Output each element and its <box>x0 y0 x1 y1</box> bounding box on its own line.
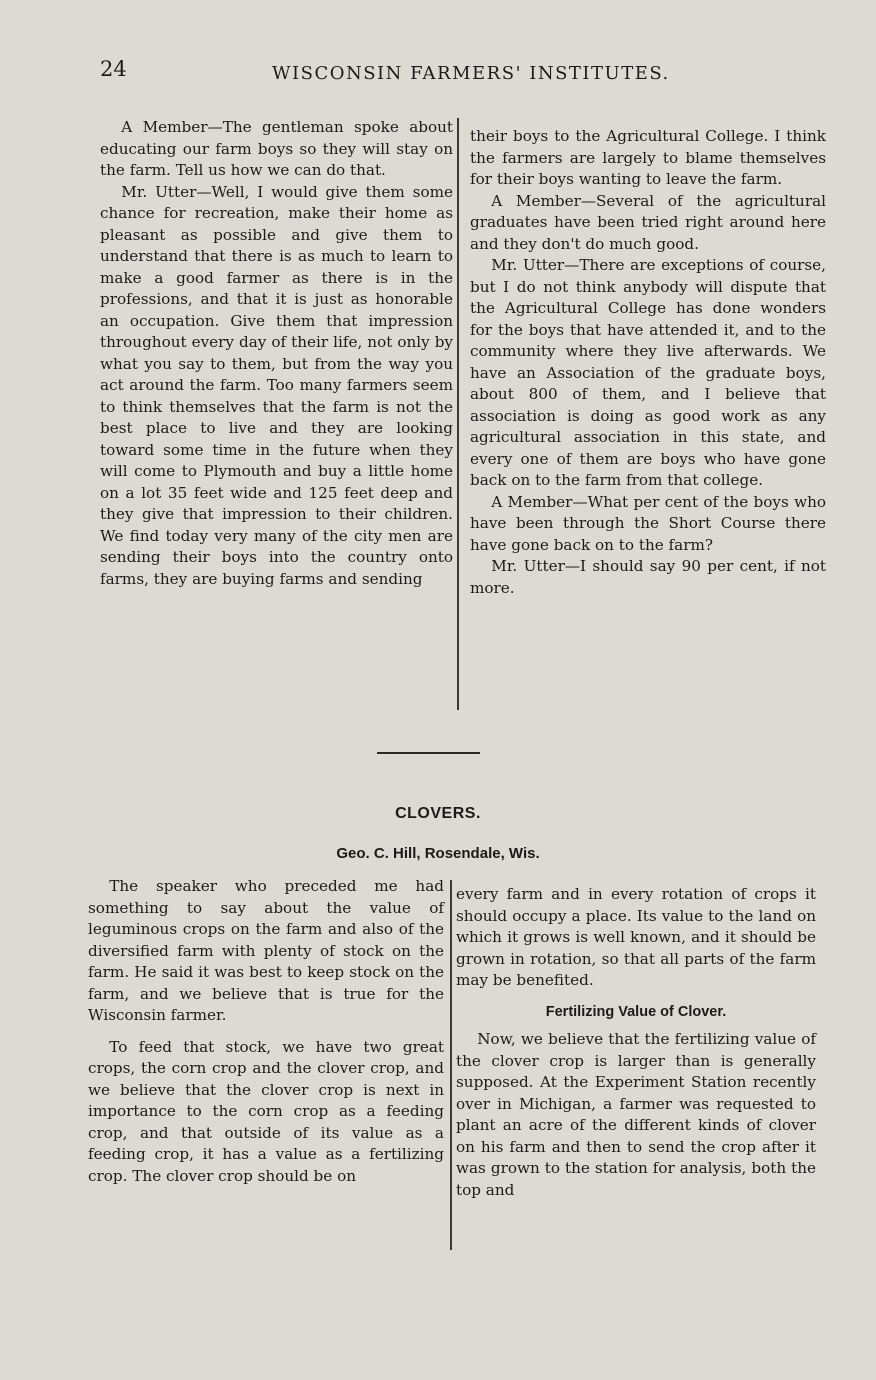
paragraph: To feed that stock, we have two great crops, the corn crop and the clover crop, and we believe that the clover crop is next in importance to the corn crop as a feeding crop, and that outside of its value as a feeding crop, it has a value as a fertilizing crop. The clover crop should be on <box>88 1037 444 1185</box>
paragraph: The speaker who preceded me had something to say about the value of leguminous crops on the farm and also of the diversified farm with plenty of stock on the farm. He said it was best to keep stock on the farm, and we believe that is true for the Wisconsin farmer. <box>88 877 444 1024</box>
paragraph-continued: every farm and in every rotation of crops it should occupy a place. Its value to the land on which it grows is well known, and it should be grown in rotation, so that all parts of the farm may be benefited. <box>456 885 816 989</box>
paragraph: A Member—What per cent of the boys who have been through the Short Course there have gone back on to the farm? <box>470 492 826 554</box>
section-separator <box>377 752 480 754</box>
paragraph: A Member—The gentleman spoke about educating our farm boys so they will stay on the farm. Tell us how we can do that. <box>100 118 453 179</box>
discussion-column-left <box>100 117 453 590</box>
paragraph: Mr. Utter—Well, I would give them some chance for recreation, make their home as pleasant as possible and give them to understand that there is as much to learn to make a good farmer as there is in the professions, and that it is just as honorable an occupation. Give them that impression throughout every day of their life, not only by what you say to them, but from the way you act around the farm. Too many farmers seem to think themselves that the farm is not the best place to live and they are looking toward some time in the future when they will come to Plymouth and buy a little home on a lot 35 feet wide and 125 feet deep and they give that impression to their children. We find today very many of the city men are sending their boys into the country onto farms, they are buying farms and sending <box>100 182 453 588</box>
page-number: 24 <box>100 57 127 81</box>
paragraph: Mr. Utter—There are exceptions of course, but I do not think anybody will dispute that the Agricultural College has done wonders for the boys that have attended it, and to the community where they live afterwards. We have an Association of the graduate boys, about 800 of them, and I believe that association is doing as good work as any agricultural association in this state, and every one of them are boys who have gone back on to the farm from that college. <box>470 256 826 489</box>
article-byline: Geo. C. Hill, Rosendale, Wis. <box>336 845 540 862</box>
subheading: Fertilizing Value of Clover. <box>545 1003 727 1020</box>
paragraph: Mr. Utter—I should say 90 per cent, if not more. <box>470 557 826 597</box>
column-rule <box>450 880 452 1250</box>
article-column-left <box>88 876 444 1187</box>
running-title: WISCONSIN FARMERS' INSTITUTES. <box>272 63 670 84</box>
column-rule <box>457 118 459 710</box>
paragraph: Now, we believe that the fertilizing value of the clover crop is larger than is generally supposed. At the Experiment Station recently over in Michigan, a farmer was requested to plant an acre of the different kinds of clover on his farm and then to send the crop after it was grown to the station for analysis, both the top and <box>456 1030 816 1199</box>
paragraph: A Member—Several of the agricultural graduates have been tried right around here and they don't do much good. <box>470 191 826 253</box>
article-column-right <box>456 884 816 1201</box>
discussion-column-right <box>470 126 826 599</box>
article-title: CLOVERS. <box>395 805 481 822</box>
paragraph-continued: their boys to the Agricultural College. I think the farmers are largely to blame themselves for their boys wanting to leave the farm. <box>470 127 826 188</box>
